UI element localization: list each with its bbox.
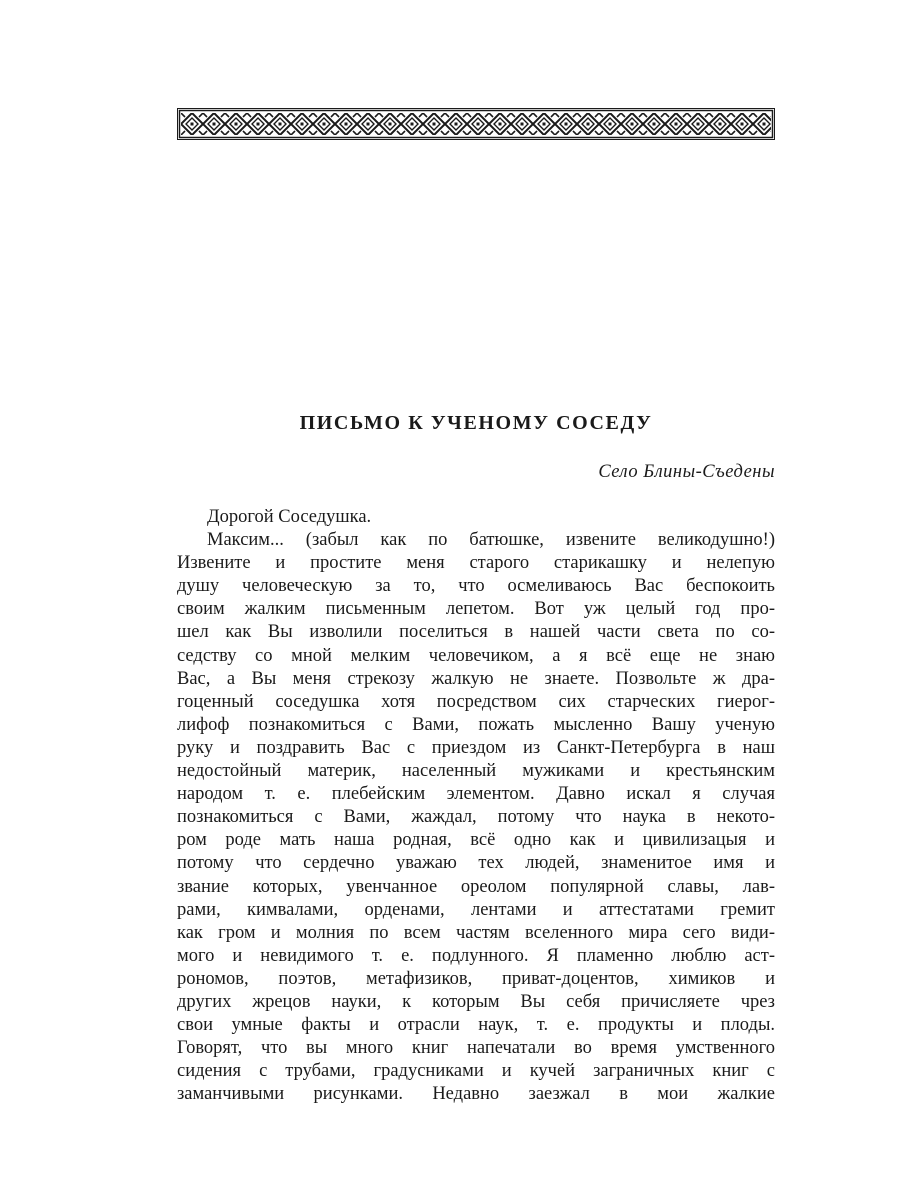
text-line: рами, кимвалами, орденами, лентами и аттестатами гремит (177, 899, 775, 920)
text-line: мого и невидимого т. е. подлунного. Я пламенно люблю аст- (177, 945, 775, 966)
text-line: сидения с трубами, градусниками и кучей заграничных книг с (177, 1061, 775, 1082)
text-line: познакомиться с Вами, жаждал, потому что наука в некото- (177, 807, 775, 828)
letter-body (177, 506, 775, 1106)
text-line: Дорогой Соседушка. (207, 507, 372, 527)
text-line: как гром и молния по всем частям вселенного мира сего види- (177, 922, 775, 943)
text-line: заманчивыми рисунками. Недавно заезжал в мои жалкие (177, 1084, 775, 1105)
place-line: Село Блины-Съедены (598, 462, 775, 482)
text-line: Извените и простите меня старого старикашку и нелепую (177, 553, 775, 574)
text-line: звание которых, увенчанное ореолом популярной славы, лав- (177, 876, 775, 897)
text-line: недостойный материк, населенный мужиками и крестьянским (177, 761, 775, 782)
text-line: душу человеческую за то, что осмеливаюсь Вас беспокоить (177, 576, 775, 597)
text-line: гоценный соседушка хотя посредством сих старческих гиерог- (177, 691, 775, 712)
text-line: народом т. е. плебейским элементом. Давно искал я случая (177, 784, 775, 805)
text-line: своим жалким письменным лепетом. Вот уж целый год про- (177, 599, 775, 620)
text-line: ром роде мать наша родная, всё одно как и цивилизацыя и (177, 830, 775, 851)
text-line: других жрецов науки, к которым Вы себя причисляете чрез (177, 991, 775, 1012)
page-title: ПИСЬМО К УЧЕНОМУ СОСЕДУ (299, 412, 653, 434)
text-line: потому что сердечно уважаю тех людей, знаменитое имя и (177, 853, 775, 874)
text-line: руку и поздравить Вас с приездом из Санкт-Петербурга в наш (177, 737, 775, 758)
text-line: седству со мной мелким человечиком, а я всё еще не знаю (177, 645, 775, 666)
text-line: свои умные факты и отрасли наук, т. е. продукты и плоды. (177, 1015, 775, 1036)
text-line: Максим... (забыл как по батюшке, извените великодушно!) (207, 530, 775, 551)
text-line: Вас, а Вы меня стрекозу жалкую не знаете. Позвольте ж дра- (177, 668, 775, 689)
text-line: Говорят, что вы много книг напечатали во время умственного (177, 1038, 775, 1059)
text-line: шел как Вы изволили поселиться в нашей части света по со- (177, 622, 775, 643)
text-line: лифоф познакомиться с Вами, пожать мысленно Вашу ученую (177, 714, 775, 735)
lattice-border-ornament (177, 108, 775, 140)
text-line: рономов, поэтов, метафизиков, приват-доцентов, химиков и (177, 968, 775, 989)
